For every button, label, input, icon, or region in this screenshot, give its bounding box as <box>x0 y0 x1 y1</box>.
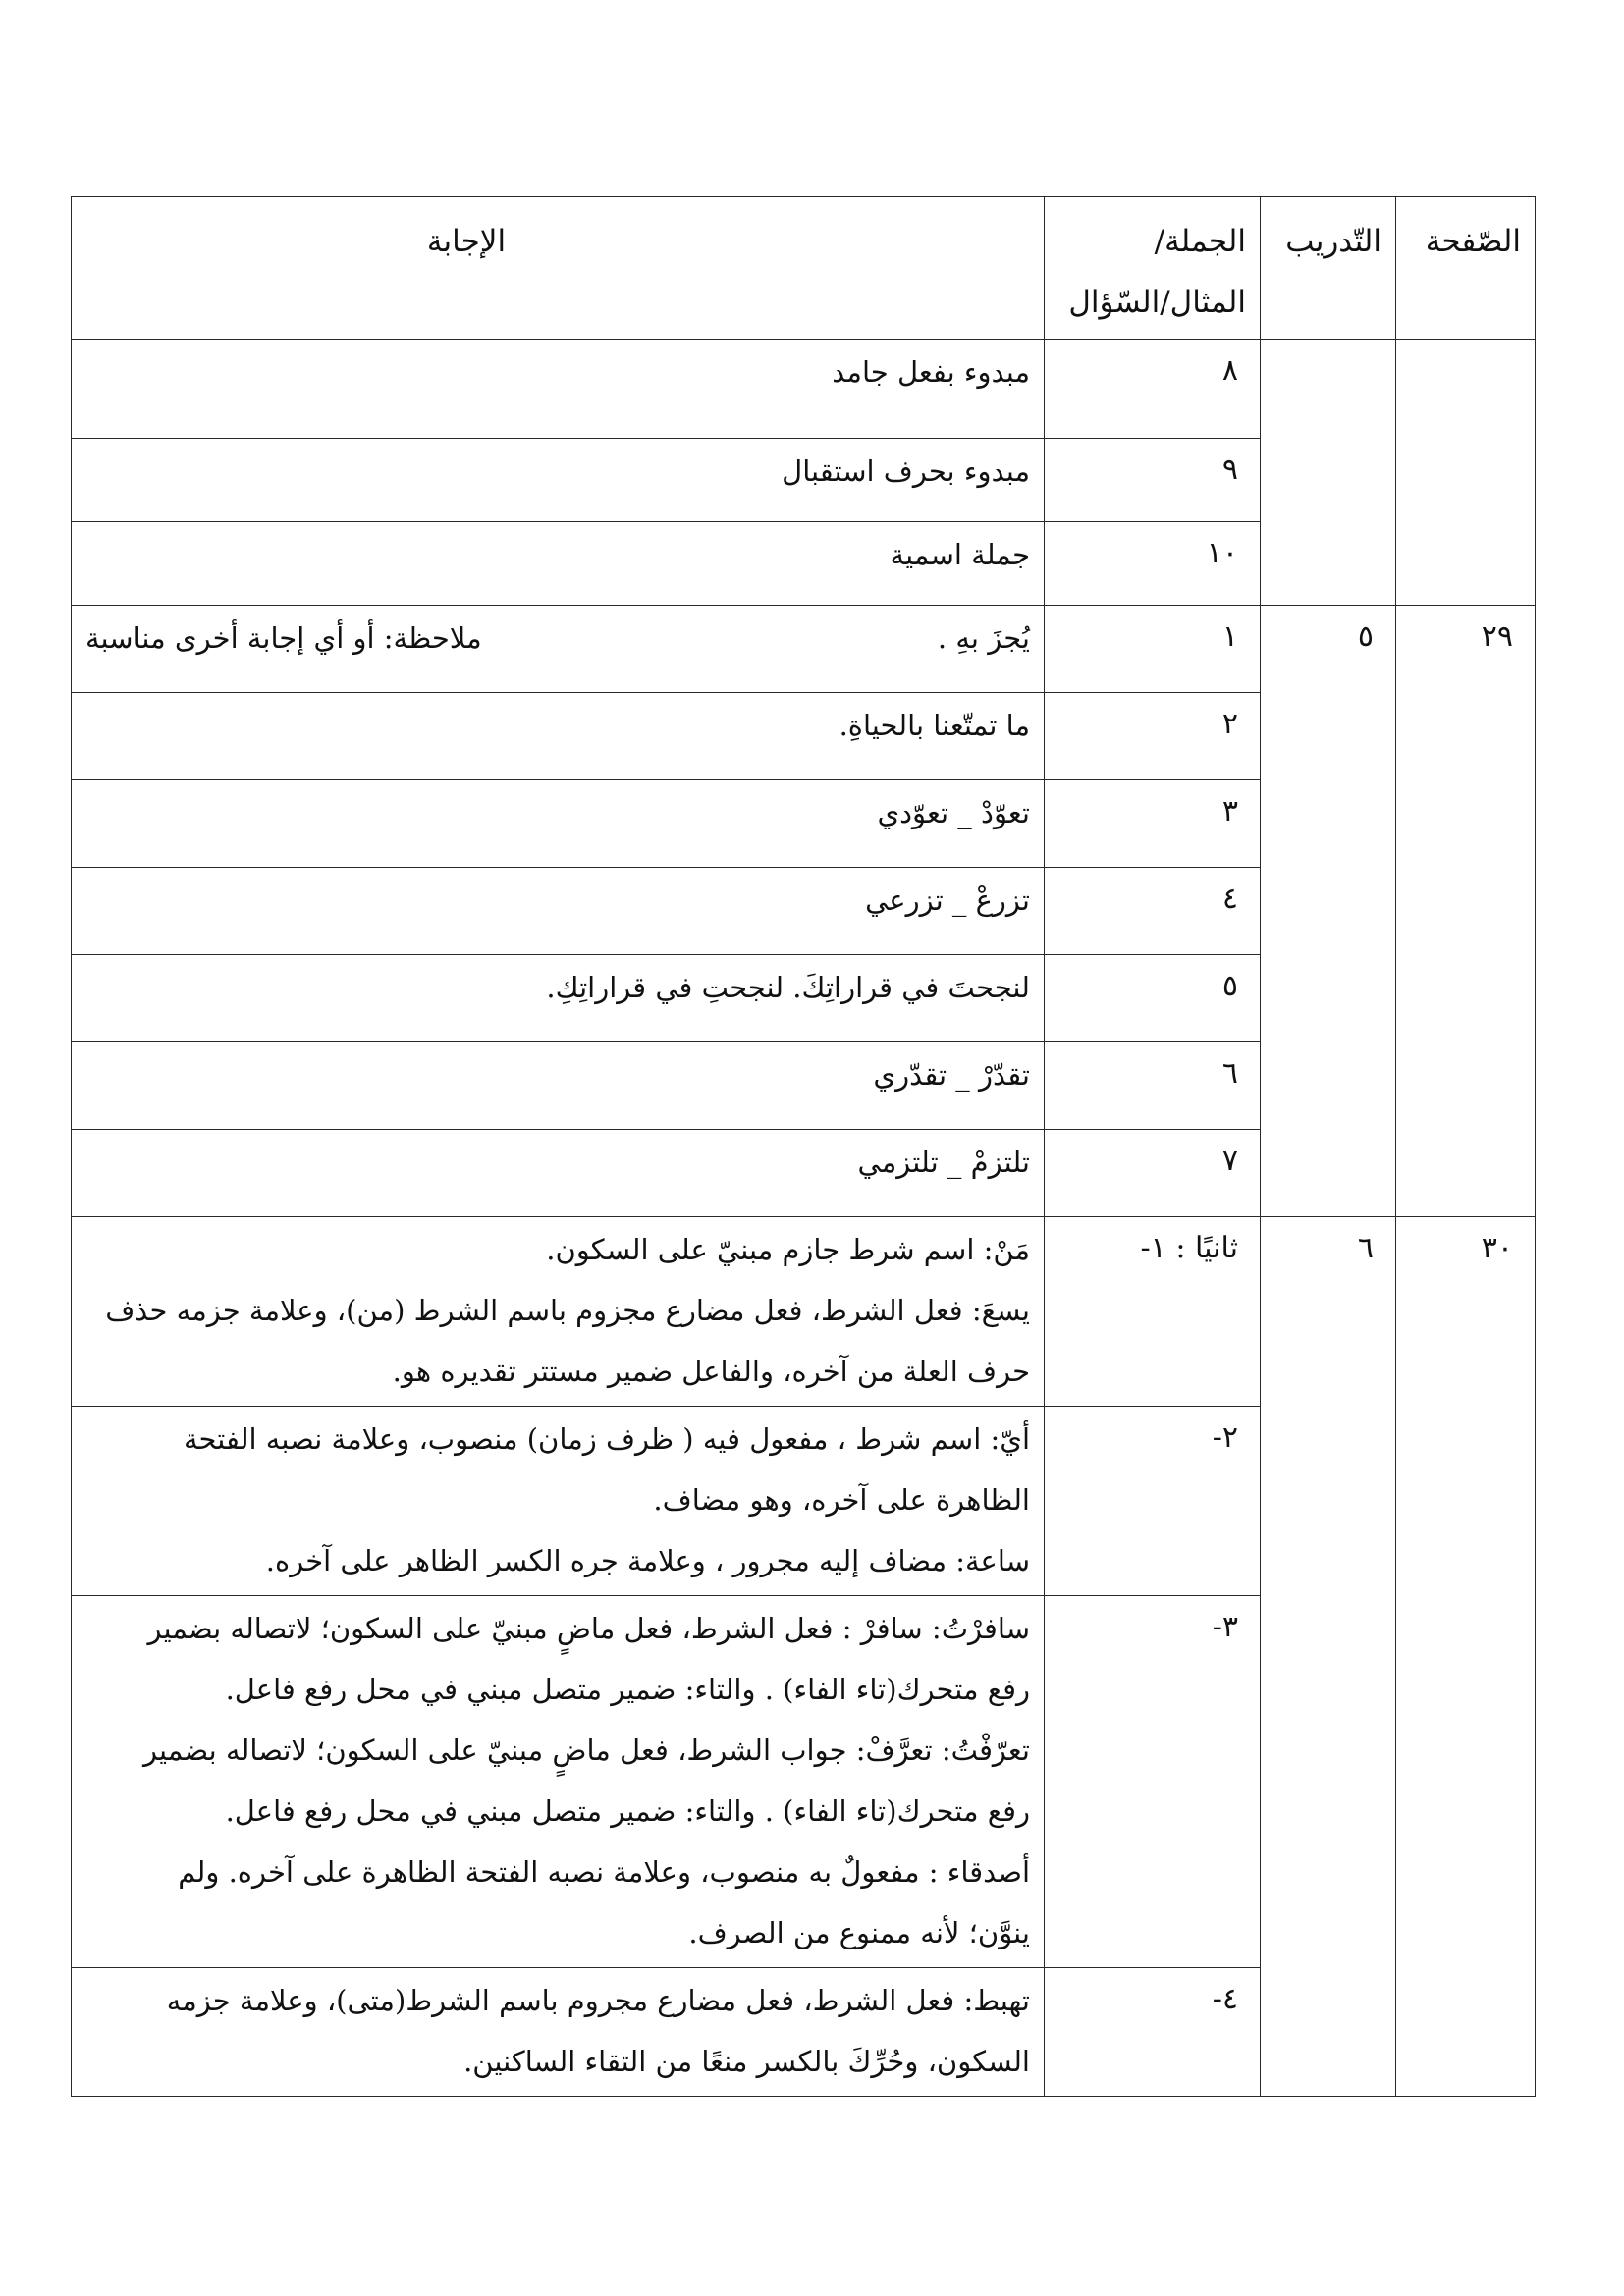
exercise-cell-empty <box>1261 340 1396 606</box>
page-number: ٣٠ <box>1396 1217 1536 2097</box>
header-answer: الإجابة <box>72 197 1045 340</box>
answer-note: ملاحظة: أو أي إجابة أخرى مناسبة <box>85 621 482 655</box>
answer-line: ساعة: مضاف إليه مجرور ، وعلامة جره الكسر الظاهر على آخره. <box>265 1544 1030 1577</box>
row-number: ٦ <box>1045 1042 1261 1130</box>
answer-line: الظاهرة على آخره، وهو مضاف. <box>653 1483 1030 1517</box>
header-sentence-line2: المثال/السّؤال <box>1068 285 1246 320</box>
table-header-row <box>72 197 1536 340</box>
row-number: ٢ <box>1045 693 1261 780</box>
answer-line: رفع متحرك(تاء الفاء) . والتاء: ضمير متصل مبني في محل رفع فاعل. <box>225 1673 1030 1706</box>
row-answer-text: يُجزَ بهِ . <box>937 621 1030 655</box>
row-answer: جملة اسمية <box>72 522 1045 606</box>
row-answer: مبدوء بفعل جامد <box>72 340 1045 439</box>
row-answer <box>72 1217 1045 1407</box>
answer-line: تعرّفْتُ: تعرَّفْ: جواب الشرط، فعل ماضٍ مبنيّ على السكون؛ لاتصاله بضمير <box>143 1734 1030 1767</box>
answer-line: مَنْ: اسم شرط جازم مبنيّ على السكون. <box>546 1233 1030 1266</box>
row-number: ٤- <box>1045 1968 1261 2097</box>
exercise-number: ٦ <box>1261 1217 1396 2097</box>
header-exercise: التّدريب <box>1261 197 1396 340</box>
row-number: ٢- <box>1045 1407 1261 1596</box>
answer-line: السكون، وحُرِّكَ بالكسر منعًا من التقاء الساكنين. <box>463 2045 1030 2078</box>
answer-line: حرف العلة من آخره، والفاعل ضمير مستتر تقديره هو. <box>392 1355 1030 1388</box>
row-answer: تعوّدْ _ تعوّدي <box>72 780 1045 868</box>
row-answer <box>72 1596 1045 1968</box>
row-number: ثانيًا : ١- <box>1045 1217 1261 1407</box>
row-answer <box>72 606 1045 693</box>
answer-line: سافرْتُ: سافرْ : فعل الشرط، فعل ماضٍ مبنيّ على السكون؛ لاتصاله بضمير <box>147 1612 1030 1645</box>
row-number: ٣- <box>1045 1596 1261 1968</box>
answer-line: رفع متحرك(تاء الفاء) . والتاء: ضمير متصل مبني في محل رفع فاعل. <box>225 1794 1030 1828</box>
answers-table <box>71 196 1536 2097</box>
answer-line: ينوَّن؛ لأنه ممنوع من الصرف. <box>688 1916 1030 1949</box>
page-cell-empty <box>1396 340 1536 606</box>
exercise-number: ٥ <box>1261 606 1396 1217</box>
header-sentence <box>1045 197 1261 340</box>
row-number: ٧ <box>1045 1130 1261 1217</box>
answer-line: أصدقاء : مفعولٌ به منصوب، وعلامة نصبه الفتحة الظاهرة على آخره. ولم <box>178 1855 1030 1889</box>
row-number: ١ <box>1045 606 1261 693</box>
row-answer: تلتزمْ _ تلتزمي <box>72 1130 1045 1217</box>
answer-line: أيّ: اسم شرط ، مفعول فيه ( ظرف زمان) منصوب، وعلامة نصبه الفتحة <box>184 1422 1030 1456</box>
row-number: ٤ <box>1045 868 1261 955</box>
row-number: ٣ <box>1045 780 1261 868</box>
row-answer: لنجحتَ في قراراتِكَ. لنجحتِ في قراراتِكِ. <box>72 955 1045 1042</box>
header-sentence-line1: الجملة/ <box>1154 224 1246 259</box>
row-answer: تزرعْ _ تزرعي <box>72 868 1045 955</box>
page-number: ٢٩ <box>1396 606 1536 1217</box>
table-row <box>72 340 1536 439</box>
row-answer <box>72 1968 1045 2097</box>
answer-line: يسعَ: فعل الشرط، فعل مضارع مجزوم باسم الشرط (من)، وعلامة جزمه حذف <box>105 1294 1030 1327</box>
row-number: ٩ <box>1045 439 1261 522</box>
row-number: ١٠ <box>1045 522 1261 606</box>
row-number: ٥ <box>1045 955 1261 1042</box>
table-row <box>72 606 1536 693</box>
row-answer <box>72 1407 1045 1596</box>
row-number: ٨ <box>1045 340 1261 439</box>
row-answer: مبدوء بحرف استقبال <box>72 439 1045 522</box>
row-answer: ما تمتّعنا بالحياةِ. <box>72 693 1045 780</box>
header-page: الصّفحة <box>1396 197 1536 340</box>
table-row <box>72 1217 1536 1407</box>
row-answer: تقدّرْ _ تقدّري <box>72 1042 1045 1130</box>
answer-line: تهبط: فعل الشرط، فعل مضارع مجروم باسم الشرط(متى)، وعلامة جزمه <box>166 1984 1030 2017</box>
